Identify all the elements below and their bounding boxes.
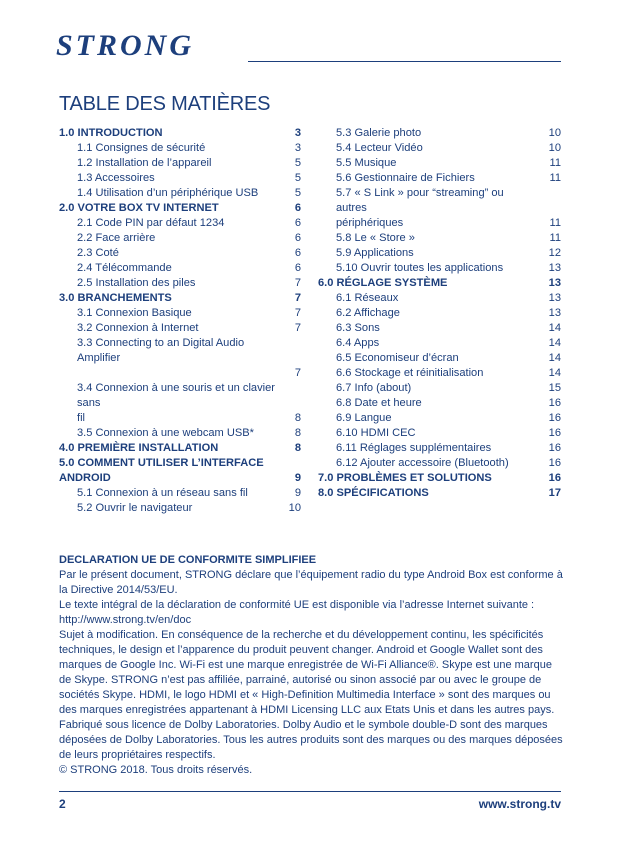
toc-entry[interactable] (318, 441, 561, 456)
toc-entry-page: 3 (294, 127, 301, 139)
toc-entry-title: 5.7 « S Link » pour “streaming” ou autres (336, 187, 504, 214)
toc-entry[interactable] (59, 501, 301, 516)
toc-entry[interactable] (318, 291, 561, 306)
toc-entry[interactable] (318, 171, 561, 186)
toc-entry-title: 5.5 Musique (336, 157, 397, 169)
toc-right-column (318, 126, 561, 501)
toc-entry-title: 4.0 PREMIÈRE INSTALLATION (59, 442, 219, 454)
toc-entry[interactable] (59, 261, 301, 276)
toc-entry-page: 15 (548, 382, 561, 394)
toc-entry[interactable] (59, 306, 301, 321)
toc-entry[interactable] (59, 216, 301, 231)
toc-entry[interactable] (59, 156, 301, 171)
footer-website-link[interactable]: www.strong.tv (478, 797, 561, 811)
toc-entry-title: 8.0 SPÉCIFICATIONS (318, 487, 429, 499)
toc-entry-page: 8 (294, 427, 301, 439)
toc-entry[interactable] (318, 261, 561, 276)
toc-entry-title: 6.11 Réglages supplémentaires (336, 442, 492, 454)
toc-entry-title: 5.1 Connexion à un réseau sans fil (77, 487, 248, 499)
toc-entry[interactable] (59, 171, 301, 186)
toc-entry-page: 7 (294, 277, 301, 289)
toc-entry[interactable] (59, 411, 301, 426)
toc-entry-page: 5 (294, 187, 301, 199)
toc-entry-page: 6 (294, 262, 301, 274)
toc-entry[interactable] (318, 351, 561, 366)
toc-entry[interactable] (318, 456, 561, 471)
toc-entry[interactable] (318, 396, 561, 411)
toc-entry-page: 5 (294, 157, 301, 169)
toc-entry-title: 7.0 PROBLÈMES ET SOLUTIONS (318, 472, 492, 484)
strong-logo (56, 30, 226, 62)
toc-entry-page: 14 (548, 337, 561, 349)
toc-entry[interactable] (318, 426, 561, 441)
toc-entry-page: 11 (549, 157, 561, 169)
toc-entry-title: 6.8 Date et heure (336, 397, 422, 409)
toc-entry[interactable] (59, 126, 301, 141)
toc-entry[interactable] (59, 456, 301, 471)
toc-entry-page: 16 (548, 397, 561, 409)
toc-entry-title: 5.10 Ouvrir toutes les applications (336, 262, 504, 274)
toc-entry-page: 16 (548, 427, 561, 439)
footer-divider (59, 791, 561, 792)
toc-entry-page: 11 (549, 217, 561, 229)
toc-entry[interactable] (59, 246, 301, 261)
toc-entry-title: 3.2 Connexion à Internet (77, 322, 199, 334)
toc-entry-page: 11 (549, 172, 561, 184)
toc-entry-title: 5.9 Applications (336, 247, 414, 259)
toc-entry-page: 14 (548, 367, 561, 379)
toc-entry-title: 2.3 Coté (77, 247, 119, 259)
toc-entry[interactable] (59, 141, 301, 156)
toc-entry-page: 3 (294, 142, 301, 154)
toc-entry-title: 5.3 Galerie photo (336, 127, 422, 139)
page-number: 2 (59, 797, 66, 811)
toc-entry-page: 8 (294, 412, 301, 424)
toc-entry-title: 3.5 Connexion à une webcam USB* (77, 427, 254, 439)
toc-entry-title: fil (77, 412, 86, 424)
toc-entry-page: 7 (294, 292, 301, 304)
toc-entry[interactable] (318, 366, 561, 381)
header-divider (248, 61, 561, 62)
toc-entry[interactable] (318, 381, 561, 396)
toc-entry-title: 5.6 Gestionnaire de Fichiers (336, 172, 475, 184)
toc-entry[interactable] (59, 441, 301, 456)
toc-entry[interactable] (318, 336, 561, 351)
toc-entry-page: 6 (294, 232, 301, 244)
toc-entry-page: 7 (294, 367, 301, 379)
toc-entry-page: 10 (548, 127, 561, 139)
toc-entry-title: 6.9 Langue (336, 412, 392, 424)
toc-entry-title: 2.4 Télécommande (77, 262, 172, 274)
toc-entry-title: 5.0 COMMENT UTILISER L’INTERFACE (59, 457, 264, 469)
declaration-title: DECLARATION UE DE CONFORMITE SIMPLIFIEE (59, 554, 317, 566)
declaration-paragraph: Le texte intégral de la déclaration de conformité UE est disponible via l’adresse Internet suivante : http://www.strong.tv/en/doc (59, 599, 535, 626)
toc-entry[interactable] (318, 486, 561, 501)
toc-entry-page: 7 (294, 307, 301, 319)
toc-entry-page: 13 (548, 262, 561, 274)
toc-entry-title: 6.1 Réseaux (336, 292, 399, 304)
toc-entry[interactable] (59, 366, 301, 381)
declaration-paragraph: Sujet à modification. En conséquence de la recherche et du développement continu, les spécificités techniques, le design et l’apparence du produit peuvent changer. Android et Google Wallet sont des marques de Google Inc. Wi-Fi est une marque enregistrée de Wi-Fi Alliance®. Skype est une marque de Skype. STRONG n’est pas affiliée, parrainé, autorisé ou sinon associé par ou avec le groupe de sociétés Skype. HDMI, le logo HDMI et « High-Definition Multimedia Interface » sont des marques ou des marques enregistrées appartenant à HDMI Licensing LLC aux Etats Unis et dans les autres pays. Fabriqué sous licence de Dolby Laboratories. Dolby Audio et le symbole double-D sont des marques déposées de Dolby Laboratories. Tous les autres produits sont des marques ou des marques déposées de leurs propriétaires respectifs. (59, 629, 563, 761)
toc-entry-title: 6.7 Info (about) (336, 382, 412, 394)
toc-entry-title: 5.2 Ouvrir le navigateur (77, 502, 193, 514)
toc-entry-page: 7 (294, 322, 301, 334)
toc-entry-page: 6 (294, 202, 301, 214)
toc-entry-page: 13 (548, 292, 561, 304)
toc-entry[interactable] (318, 126, 561, 141)
toc-entry-title: 1.1 Consignes de sécurité (77, 142, 206, 154)
toc-entry[interactable] (59, 471, 301, 486)
toc-left-column (59, 126, 301, 516)
toc-entry[interactable] (318, 156, 561, 171)
toc-entry-title: 1.3 Accessoires (77, 172, 155, 184)
toc-entry-title: 6.3 Sons (336, 322, 380, 334)
toc-entry-page: 13 (548, 277, 561, 289)
toc-entry-page: 6 (294, 217, 301, 229)
toc-entry[interactable] (318, 321, 561, 336)
toc-entry-title: 1.0 INTRODUCTION (59, 127, 163, 139)
toc-entry-page: 14 (548, 322, 561, 334)
copyright-notice: © STRONG 2018. Tous droits réservés. (59, 764, 253, 776)
toc-entry-page: 17 (548, 487, 561, 499)
toc-entry[interactable] (59, 336, 301, 366)
toc-entry[interactable] (59, 426, 301, 441)
toc-entry-page: 13 (548, 307, 561, 319)
toc-entry[interactable] (59, 381, 301, 411)
toc-entry[interactable] (318, 231, 561, 246)
toc-entry-page: 9 (294, 472, 301, 484)
toc-entry-title: 6.4 Apps (336, 337, 380, 349)
toc-entry[interactable] (318, 186, 561, 216)
toc-entry[interactable] (318, 141, 561, 156)
toc-entry-page: 16 (548, 412, 561, 424)
toc-entry-page: 8 (294, 442, 301, 454)
toc-entry-page: 16 (548, 457, 561, 469)
toc-entry-page: 11 (549, 232, 561, 244)
toc-entry-page: 6 (294, 247, 301, 259)
toc-entry-title: 3.4 Connexion à une souris et un clavier sans (77, 382, 275, 409)
declaration-section (59, 553, 563, 778)
toc-entry-title: 1.4 Utilisation d’un périphérique USB (77, 187, 259, 199)
declaration-paragraph: Par le présent document, STRONG déclare que l’équipement radio du type Android Box est conforme à la Directive 2014/53/EU. (59, 569, 563, 596)
toc-entry-title: 5.8 Le « Store » (336, 232, 415, 244)
brand-name: STRONG (56, 29, 195, 62)
toc-entry-page: 14 (548, 352, 561, 364)
toc-entry-page: 16 (548, 472, 561, 484)
toc-entry[interactable] (318, 276, 561, 291)
toc-entry-title: 6.5 Economiseur d’écran (336, 352, 459, 364)
toc-entry[interactable] (59, 231, 301, 246)
toc-entry-title: 3.3 Connecting to an Digital Audio Amplifier (77, 337, 245, 364)
toc-entry[interactable] (59, 201, 301, 216)
toc-entry-title: 2.2 Face arrière (77, 232, 156, 244)
toc-entry-page: 9 (294, 487, 301, 499)
toc-entry-title: 2.5 Installation des piles (77, 277, 196, 289)
toc-entry-title: 6.6 Stockage et réinitialisation (336, 367, 484, 379)
toc-entry-page: 5 (294, 172, 301, 184)
toc-entry-page: 10 (288, 502, 301, 514)
toc-entry[interactable] (318, 246, 561, 261)
toc-entry[interactable] (59, 321, 301, 336)
toc-entry-title: périphériques (336, 217, 404, 229)
toc-entry[interactable] (318, 471, 561, 486)
toc-entry[interactable] (318, 306, 561, 321)
toc-entry-title: 6.10 HDMI CEC (336, 427, 416, 439)
toc-entry-title: 3.0 BRANCHEMENTS (59, 292, 172, 304)
toc-entry-title: 2.1 Code PIN par défaut 1234 (77, 217, 225, 229)
toc-entry-title: 6.0 RÉGLAGE SYSTÈME (318, 277, 448, 289)
toc-entry-page: 12 (548, 247, 561, 259)
toc-entry-title: 3.1 Connexion Basique (77, 307, 192, 319)
page-title: TABLE DES MATIÈRES (59, 93, 271, 115)
toc-entry[interactable] (59, 486, 301, 501)
toc-entry-title: 5.4 Lecteur Vidéo (336, 142, 423, 154)
toc-entry[interactable] (318, 216, 561, 231)
toc-entry-title: 6.2 Affichage (336, 307, 400, 319)
toc-entry-title: 6.12 Ajouter accessoire (Bluetooth) (336, 457, 509, 469)
toc-entry-page: 10 (548, 142, 561, 154)
toc-entry[interactable] (59, 276, 301, 291)
toc-entry-page: 16 (548, 442, 561, 454)
toc-entry-title: 2.0 VOTRE BOX TV INTERNET (59, 202, 219, 214)
toc-entry-title: ANDROID (59, 472, 111, 484)
toc-entry[interactable] (59, 186, 301, 201)
toc-entry-title: 1.2 Installation de l’appareil (77, 157, 212, 169)
toc-entry[interactable] (318, 411, 561, 426)
toc-entry[interactable] (59, 291, 301, 306)
